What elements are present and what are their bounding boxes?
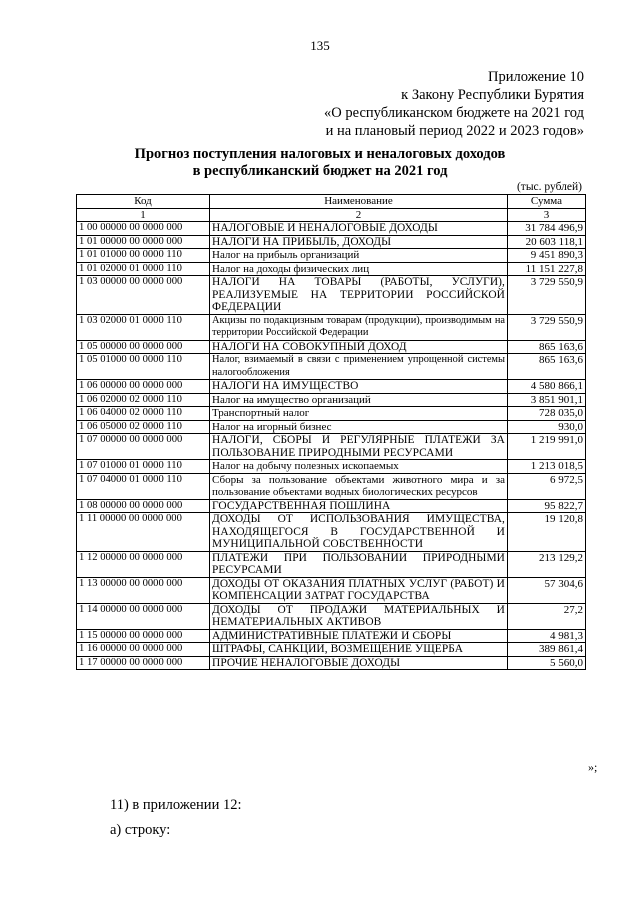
row-name: НАЛОГИ НА ИМУЩЕСТВО [210, 380, 508, 394]
row-amount: 865 163,6 [508, 354, 586, 380]
row-name: ДОХОДЫ ОТ ИСПОЛЬЗОВАНИЯ ИМУЩЕСТВА, НАХОДЯЩЕГОСЯ В ГОСУДАРСТВЕННОЙ И МУНИЦИПАЛЬНОЙ СОБСТВЕННОСТИ [210, 513, 508, 552]
row-name: Налог на доходы физических лиц [210, 262, 508, 276]
table-row [77, 314, 586, 340]
table-row [77, 249, 586, 263]
row-name: ДОХОДЫ ОТ ОКАЗАНИЯ ПЛАТНЫХ УСЛУГ (РАБОТ) И КОМПЕНСАЦИИ ЗАТРАТ ГОСУДАРСТВА [210, 577, 508, 603]
row-code: 1 12 00000 00 0000 000 [77, 551, 210, 577]
row-amount: 27,2 [508, 603, 586, 629]
row-code: 1 01 00000 00 0000 000 [77, 235, 210, 249]
row-code: 1 06 02000 02 0000 110 [77, 393, 210, 407]
footer-line: 11) в приложении 12: [110, 797, 242, 813]
row-code: 1 01 01000 00 0000 110 [77, 249, 210, 263]
row-amount: 389 861,4 [508, 643, 586, 657]
row-amount: 20 603 118,1 [508, 235, 586, 249]
row-name: Акцизы по подакцизным товарам (продукции), производимым на территории Российской Федерации [210, 314, 508, 340]
row-amount: 930,0 [508, 420, 586, 434]
table-row [77, 340, 586, 354]
row-code: 1 00 00000 00 0000 000 [77, 222, 210, 236]
table-row [77, 407, 586, 421]
row-amount: 728 035,0 [508, 407, 586, 421]
row-amount: 57 304,6 [508, 577, 586, 603]
row-name: ГОСУДАРСТВЕННАЯ ПОШЛИНА [210, 499, 508, 513]
closing-mark: »; [588, 760, 598, 774]
row-name: Налог на прибыль организаций [210, 249, 508, 263]
row-code: 1 06 04000 02 0000 110 [77, 407, 210, 421]
appendix-line: и на плановый период 2022 и 2023 годов» [325, 123, 584, 139]
row-name: НАЛОГОВЫЕ И НЕНАЛОГОВЫЕ ДОХОДЫ [210, 222, 508, 236]
table-row [77, 656, 586, 670]
appendix-line: к Закону Республики Бурятия [401, 87, 584, 103]
table-row [77, 276, 586, 315]
header-amount: Сумма [508, 195, 586, 209]
table-row [77, 460, 586, 474]
row-amount: 6 972,5 [508, 473, 586, 499]
appendix-line: «О республиканском бюджете на 2021 год [324, 105, 584, 121]
row-amount: 11 151 227,8 [508, 262, 586, 276]
header-code: Код [77, 195, 210, 209]
table-row [77, 499, 586, 513]
table-body [77, 222, 586, 670]
table-row [77, 643, 586, 657]
header-number: 1 [77, 208, 210, 222]
title-line: в республиканский бюджет на 2021 год [192, 163, 448, 179]
row-code: 1 07 04000 01 0000 110 [77, 473, 210, 499]
footer-line: а) строку: [110, 822, 171, 838]
table-header-row [77, 195, 586, 209]
row-code: 1 06 05000 02 0000 110 [77, 420, 210, 434]
row-code: 1 16 00000 00 0000 000 [77, 643, 210, 657]
row-amount: 3 851 901,1 [508, 393, 586, 407]
table-row [77, 420, 586, 434]
row-code: 1 07 00000 00 0000 000 [77, 434, 210, 460]
header-number: 3 [508, 208, 586, 222]
units-label: (тыс. рублей) [516, 181, 582, 193]
row-amount: 4 981,3 [508, 629, 586, 643]
row-amount: 9 451 890,3 [508, 249, 586, 263]
row-name: ПРОЧИЕ НЕНАЛОГОВЫЕ ДОХОДЫ [210, 656, 508, 670]
row-name: Транспортный налог [210, 407, 508, 421]
title-line: Прогноз поступления налоговых и неналоговых доходов [134, 146, 506, 162]
row-name: ШТРАФЫ, САНКЦИИ, ВОЗМЕЩЕНИЕ УЩЕРБА [210, 643, 508, 657]
row-name: Налог, взимаемый в связи с применением упрощенной системы налогообложения [210, 354, 508, 380]
appendix-header [324, 68, 584, 140]
table-row [77, 473, 586, 499]
header-name: Наименование [210, 195, 508, 209]
row-code: 1 01 02000 01 0000 110 [77, 262, 210, 276]
row-name: НАЛОГИ НА СОВОКУПНЫЙ ДОХОД [210, 340, 508, 354]
row-amount: 5 560,0 [508, 656, 586, 670]
row-name: НАЛОГИ НА ПРИБЫЛЬ, ДОХОДЫ [210, 235, 508, 249]
row-code: 1 05 00000 00 0000 000 [77, 340, 210, 354]
table-row [77, 629, 586, 643]
row-code: 1 14 00000 00 0000 000 [77, 603, 210, 629]
table-row [77, 577, 586, 603]
row-code: 1 06 00000 00 0000 000 [77, 380, 210, 394]
row-name: НАЛОГИ НА ТОВАРЫ (РАБОТЫ, УСЛУГИ), РЕАЛИЗУЕМЫЕ НА ТЕРРИТОРИИ РОССИЙСКОЙ ФЕДЕРАЦИИ [210, 276, 508, 315]
table-row [77, 513, 586, 552]
appendix-line: Приложение 10 [488, 69, 584, 85]
table-row [77, 603, 586, 629]
row-amount: 3 729 550,9 [508, 314, 586, 340]
table-row [77, 262, 586, 276]
table-header-number-row [77, 208, 586, 222]
row-amount: 1 213 018,5 [508, 460, 586, 474]
table-row [77, 393, 586, 407]
row-amount: 95 822,7 [508, 499, 586, 513]
table-row [77, 434, 586, 460]
row-amount: 31 784 496,9 [508, 222, 586, 236]
row-name: ДОХОДЫ ОТ ПРОДАЖИ МАТЕРИАЛЬНЫХ И НЕМАТЕРИАЛЬНЫХ АКТИВОВ [210, 603, 508, 629]
row-code: 1 13 00000 00 0000 000 [77, 577, 210, 603]
row-amount: 865 163,6 [508, 340, 586, 354]
page-number: 135 [310, 38, 330, 53]
row-amount: 213 129,2 [508, 551, 586, 577]
table-row [77, 380, 586, 394]
row-name: Налог на имущество организаций [210, 393, 508, 407]
row-name: НАЛОГИ, СБОРЫ И РЕГУЛЯРНЫЕ ПЛАТЕЖИ ЗА ПОЛЬЗОВАНИЕ ПРИРОДНЫМИ РЕСУРСАМИ [210, 434, 508, 460]
row-amount: 19 120,8 [508, 513, 586, 552]
row-name: АДМИНИСТРАТИВНЫЕ ПЛАТЕЖИ И СБОРЫ [210, 629, 508, 643]
row-name: Налог на добычу полезных ископаемых [210, 460, 508, 474]
revenue-table [76, 194, 586, 670]
row-name: ПЛАТЕЖИ ПРИ ПОЛЬЗОВАНИИ ПРИРОДНЫМИ РЕСУРСАМИ [210, 551, 508, 577]
row-amount: 1 219 991,0 [508, 434, 586, 460]
row-code: 1 05 01000 00 0000 110 [77, 354, 210, 380]
row-code: 1 03 00000 00 0000 000 [77, 276, 210, 315]
row-code: 1 03 02000 01 0000 110 [77, 314, 210, 340]
row-name: Налог на игорный бизнес [210, 420, 508, 434]
row-code: 1 08 00000 00 0000 000 [77, 499, 210, 513]
table-row [77, 222, 586, 236]
table-row [77, 354, 586, 380]
row-amount: 3 729 550,9 [508, 276, 586, 315]
row-amount: 4 580 866,1 [508, 380, 586, 394]
header-number: 2 [210, 208, 508, 222]
table-row [77, 551, 586, 577]
row-code: 1 07 01000 01 0000 110 [77, 460, 210, 474]
row-name: Сборы за пользование объектами животного мира и за пользование объектами водных биологических ресурсов [210, 473, 508, 499]
row-code: 1 15 00000 00 0000 000 [77, 629, 210, 643]
row-code: 1 17 00000 00 0000 000 [77, 656, 210, 670]
document-title [60, 146, 580, 180]
table-row [77, 235, 586, 249]
row-code: 1 11 00000 00 0000 000 [77, 513, 210, 552]
